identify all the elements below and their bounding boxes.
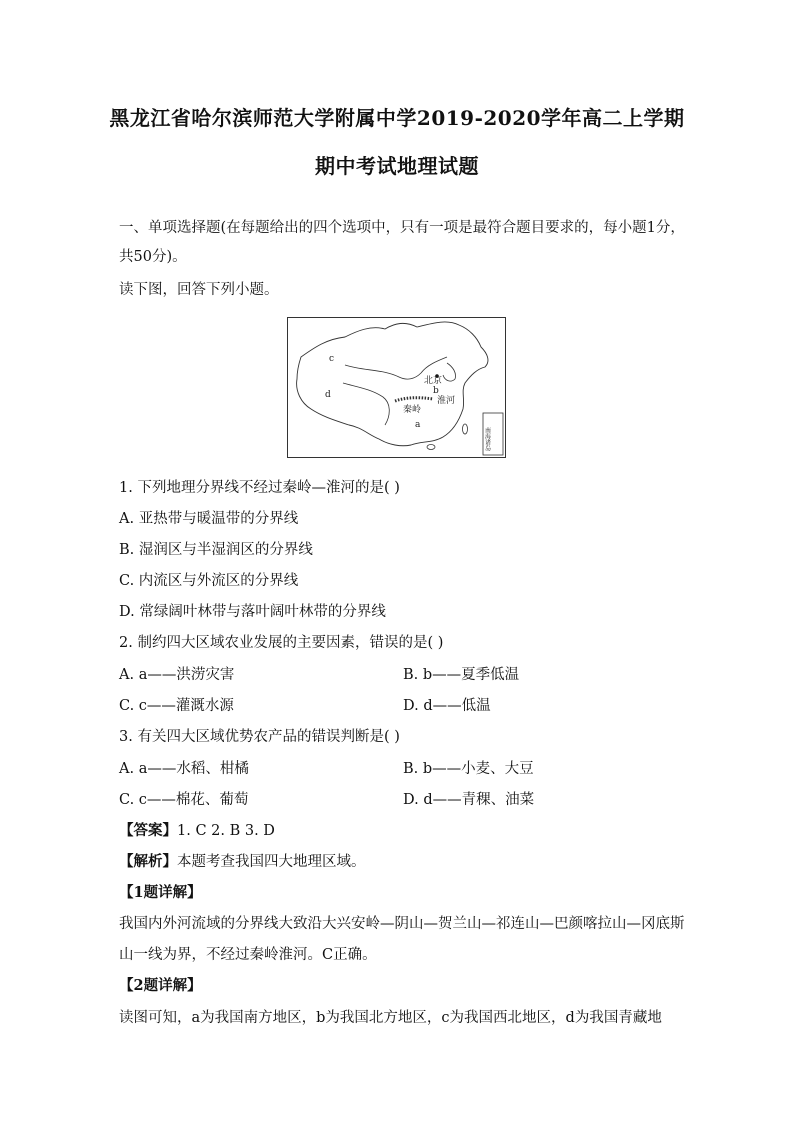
label-c: c (329, 354, 335, 364)
question-1-option-b: B. 湿润区与半湿润区的分界线 (119, 542, 313, 558)
question-2-option-b: B. b——夏季低温 (403, 667, 520, 683)
label-huaihe: 淮河 (437, 396, 456, 406)
question-2-option-d: D. d——低温 (403, 698, 491, 714)
answer-row (119, 821, 275, 841)
answer-text: 1. C 2. B 3. D (177, 823, 275, 839)
q2-detail-line-1: 读图可知，a为我国南方地区，b为我国北方地区，c为我国西北地区，d为我国青藏地 (119, 1010, 662, 1026)
question-3-stem: 3. 有关四大区域优势农产品的错误判断是( ) (119, 729, 400, 745)
analysis-text: 本题考查我国四大地理区域。 (177, 854, 366, 870)
q1-detail-label: 【1题详解】 (119, 884, 202, 901)
label-beijing: 北京 (424, 376, 443, 386)
document-title-line-1: 黑龙江省哈尔滨师范大学附属中学2019-2020学年高二上学期 (109, 106, 685, 130)
document-title-line-2: 期中考试地理试题 (315, 154, 479, 178)
label-b: b (433, 386, 439, 396)
section-heading-line-2: 共50分)。 (119, 249, 187, 265)
q2-detail-label: 【2题详解】 (119, 977, 202, 994)
label-a: a (415, 420, 421, 430)
label-nanhai: 南海诸岛 (483, 427, 491, 451)
answer-label: 【答案】 (119, 822, 177, 839)
question-3-option-b: B. b——小麦、大豆 (403, 761, 534, 777)
analysis-row (119, 852, 366, 872)
map-frame (288, 318, 506, 458)
question-3-option-d: D. d——青稞、油菜 (403, 792, 535, 808)
question-2-stem: 2. 制约四大区域农业发展的主要因素，错误的是( ) (119, 635, 444, 651)
map-svg (287, 317, 506, 458)
q1-detail-line-2: 山一线为界，不经过秦岭淮河。C正确。 (119, 947, 377, 963)
question-3-option-a: A. a——水稻、柑橘 (119, 761, 249, 777)
label-qinling: 秦岭 (403, 405, 422, 415)
question-2-option-a: A. a——洪涝灾害 (119, 667, 235, 683)
analysis-label: 【解析】 (119, 853, 177, 870)
question-1-stem: 1. 下列地理分界线不经过秦岭—淮河的是( ) (119, 480, 400, 496)
q1-detail-line-1: 我国内外河流域的分界线大致沿大兴安岭—阴山—贺兰山—祁连山—巴颜喀拉山—冈底斯 (119, 916, 685, 932)
section-heading-line-1: 一、单项选择题(在每题给出的四个选项中，只有一项是最符合题目要求的，每小题1分， (119, 220, 685, 236)
instruction-text: 读下图，回答下列小题。 (119, 282, 279, 298)
china-regions-map (287, 317, 506, 458)
question-1-option-c: C. 内流区与外流区的分界线 (119, 573, 299, 589)
question-3-option-c: C. c——棉花、葡萄 (119, 792, 249, 808)
question-1-option-a: A. 亚热带与暖温带的分界线 (119, 511, 299, 527)
label-d: d (325, 390, 331, 400)
question-2-option-c: C. c——灌溉水源 (119, 698, 234, 714)
question-1-option-d: D. 常绿阔叶林带与落叶阔叶林带的分界线 (119, 604, 386, 620)
